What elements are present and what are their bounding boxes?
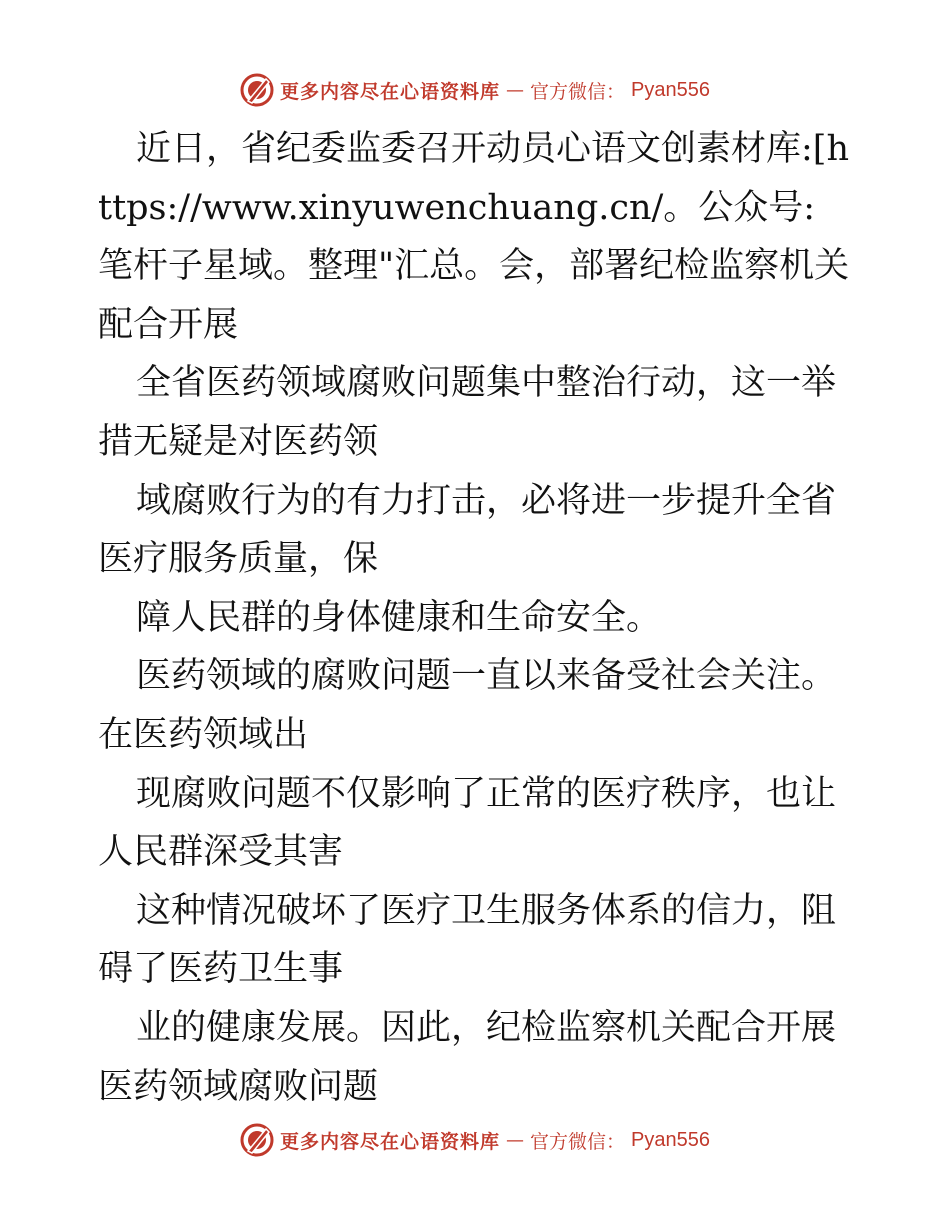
brush-logo-icon — [240, 73, 274, 107]
document-body — [98, 120, 858, 1116]
wechat-id: Pyan556 — [631, 78, 710, 101]
paragraph: 近日，省纪委监委召开动员心语文创素材库:[https://www.xinyuwenchuang.cn/。公众号: 笔杆子星域。整理"汇总。会，部署纪检监察机关配合开展 — [98, 129, 850, 345]
wechat-id: Pyan556 — [631, 1128, 710, 1151]
paragraph: 现腐败问题不仅影响了正常的医疗秩序，也让人民群深受其害 — [98, 773, 837, 873]
site-name: 更多内容尽在心语资料库 — [280, 80, 501, 103]
paragraph: 业的健康发展。因此，纪检监察机关配合开展医药领域腐败问题 — [98, 1007, 837, 1107]
wechat-label: 官方微信： — [530, 80, 626, 103]
header-banner — [0, 70, 950, 110]
paragraph: 障人民群的身体健康和生命安全。 — [136, 597, 662, 638]
paragraph: 域腐败行为的有力打击，必将进一步提升全省医疗服务质量，保 — [98, 480, 837, 580]
paragraph: 医药领域的腐败问题一直以来备受社会关注。在医药领域出 — [98, 656, 837, 755]
site-name: 更多内容尽在心语资料库 — [280, 1130, 501, 1153]
brush-logo-icon — [240, 1123, 274, 1157]
footer-banner — [0, 1120, 950, 1160]
wechat-label: 官方微信： — [530, 1130, 626, 1153]
banner-dash: — — [506, 1129, 525, 1151]
banner-dash: — — [506, 79, 525, 101]
paragraph: 全省医药领域腐败问题集中整治行动，这一举措无疑是对医药领 — [98, 363, 837, 462]
paragraph: 这种情况破坏了医疗卫生服务体系的信力，阻碍了医药卫生事 — [98, 890, 837, 990]
